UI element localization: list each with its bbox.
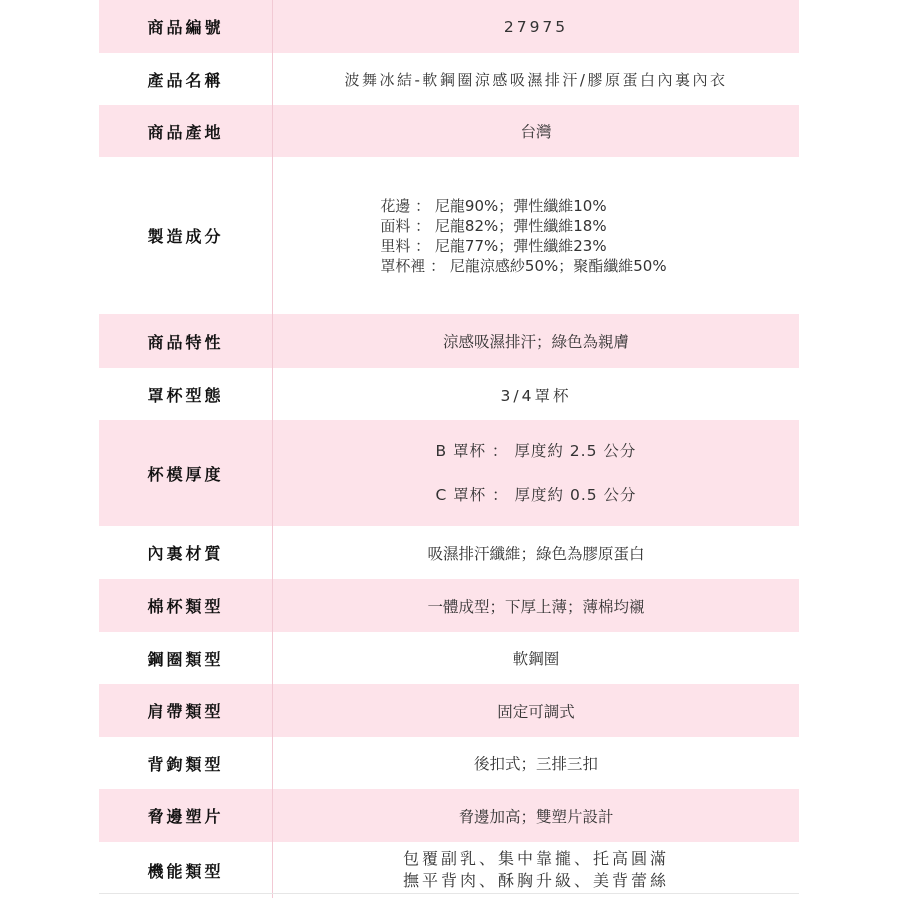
table-bottom-border xyxy=(99,893,799,894)
spec-value xyxy=(273,842,799,898)
composition-line: 花邊 ： 尼龍90%；彈性纖維10% xyxy=(380,196,607,215)
spec-label: 商品特性 xyxy=(99,314,273,368)
spec-row-side-panel xyxy=(99,789,799,842)
spec-row-composition xyxy=(99,157,799,314)
spec-value: 後扣式；三排三扣 xyxy=(473,755,598,773)
spec-value: 吸濕排汗纖維；綠色為膠原蛋白 xyxy=(427,544,645,563)
composition-line: 罩杯裡 ： 尼龍涼感紗50%；聚酯纖維50% xyxy=(380,256,667,275)
spec-label: 產品名稱 xyxy=(99,53,273,105)
spec-label: 機能類型 xyxy=(99,842,273,898)
spec-row-straps xyxy=(99,684,799,737)
spec-label: 杯模厚度 xyxy=(99,420,273,526)
spec-value: 27975 xyxy=(503,17,569,36)
spec-label: 背鉤類型 xyxy=(99,737,273,789)
spec-label: 肩帶類型 xyxy=(99,684,273,737)
spec-value: 一體成型；下厚上薄；薄棉均襯 xyxy=(427,597,645,616)
composition-line: 面料 ： 尼龍82%；彈性纖維18% xyxy=(380,216,607,235)
spec-value: 3/4罩杯 xyxy=(500,387,572,405)
spec-row-cup-thickness xyxy=(99,420,799,526)
spec-row-padding xyxy=(99,579,799,632)
spec-label: 製造成分 xyxy=(99,157,273,314)
spec-label: 商品產地 xyxy=(99,105,273,157)
thickness-line: C 罩杯 ： 厚度約 0.5 公分 xyxy=(435,486,637,504)
spec-row-lining xyxy=(99,526,799,579)
spec-row-cup-type xyxy=(99,368,799,420)
spec-label: 棉杯類型 xyxy=(99,579,273,632)
spec-value xyxy=(273,157,799,314)
spec-label: 鋼圈類型 xyxy=(99,632,273,684)
spec-value: 涼感吸濕排汗；綠色為親膚 xyxy=(442,333,629,351)
spec-value xyxy=(273,420,799,526)
spec-row-origin xyxy=(99,105,799,157)
spec-row-functions xyxy=(99,842,799,898)
spec-row-hooks xyxy=(99,737,799,789)
spec-row-product-name xyxy=(99,53,799,105)
spec-label: 罩杯型態 xyxy=(99,368,273,420)
composition-line: 里料 ： 尼龍77%；彈性纖維23% xyxy=(380,236,607,255)
spec-value: 脅邊加高；雙塑片設計 xyxy=(458,807,614,826)
spec-row-underwire xyxy=(99,632,799,684)
function-line: 包覆副乳、集中靠攏、托高圓滿 xyxy=(402,849,669,868)
spec-row-item-number xyxy=(99,0,799,53)
thickness-line: B 罩杯 ： 厚度約 2.5 公分 xyxy=(435,442,637,460)
spec-label: 商品編號 xyxy=(99,0,273,53)
spec-value: 波舞冰結-軟鋼圈涼感吸濕排汗/膠原蛋白內裏內衣 xyxy=(344,70,728,89)
spec-row-features xyxy=(99,314,799,368)
function-line: 撫平背肉、酥胸升級、美背蕾絲 xyxy=(402,871,669,890)
spec-value: 台灣 xyxy=(520,123,552,141)
spec-label: 脅邊塑片 xyxy=(99,789,273,842)
spec-value: 固定可調式 xyxy=(497,702,575,721)
spec-label: 內裏材質 xyxy=(99,526,273,579)
spec-value: 軟鋼圈 xyxy=(512,650,560,668)
product-spec-table xyxy=(99,0,799,898)
